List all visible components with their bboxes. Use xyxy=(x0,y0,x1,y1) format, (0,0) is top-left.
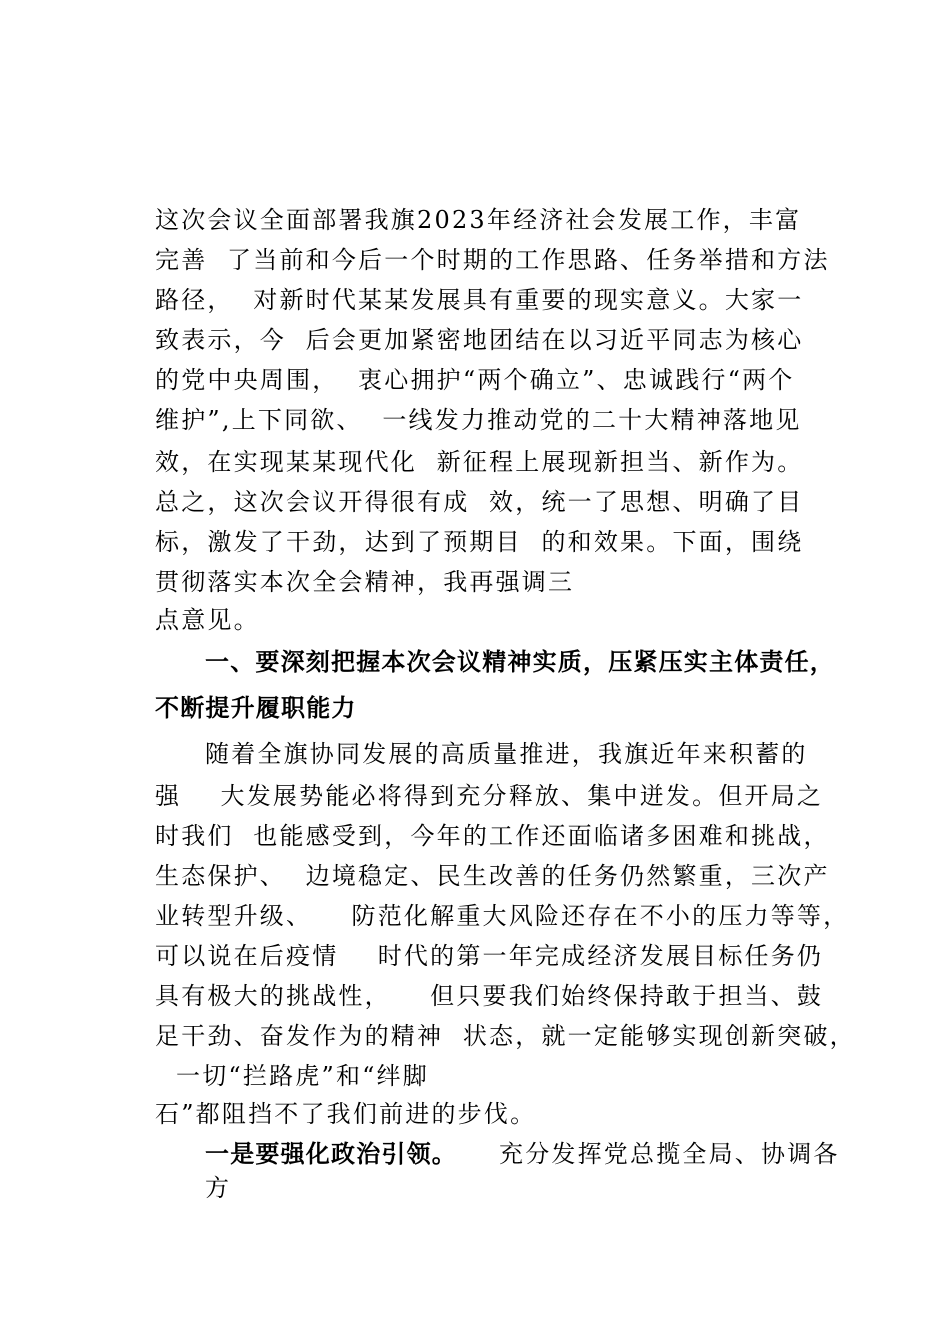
point-1-text: 充分发挥党总揽全局、协调各 xyxy=(499,1140,840,1168)
point-1-line-2: 方 xyxy=(205,1174,232,1202)
body-line-7: 具有极大的挑战性， 但只要我们始终保持敢于担当、鼓 xyxy=(155,982,824,1010)
body-line-6: 可以说在后疫情 时代的第一年完成经济发展目标任务仍 xyxy=(155,942,824,970)
body-line-3: 时我们 也能感受到，今年的工作还面临诸多困难和挑战， xyxy=(155,822,830,850)
intro-line-8: 总之，这次会议开得很有成 效，统一了思想、明确了目 xyxy=(155,488,804,516)
intro-line-3: 路径， 对新时代某某发展具有重要的现实意义。大家一 xyxy=(155,286,804,314)
point-1-lead: 一是要强化政治引领。 xyxy=(205,1139,457,1168)
intro-line-5: 的党中央周围， 衷心拥护“两个确立”、忠诚践行“两个 xyxy=(155,366,795,394)
point-1-line-1 xyxy=(205,1138,840,1170)
body-line-1: 随着全旗协同发展的高质量推进，我旗近年来积蓄的 xyxy=(205,740,808,768)
intro-line-4: 致表示，今 后会更加紧密地团结在以习近平同志为核心 xyxy=(155,326,804,354)
heading-1-line-1: 一、要深刻把握本次会议精神实质，压紧压实主体责任， xyxy=(205,647,835,676)
intro-line-7: 效，在实现某某现代化 新征程上展现新担当、新作为。 xyxy=(155,448,804,476)
intro-line-6: 维护”,上下同欲、 一线发力推动党的二十大精神落地见 xyxy=(155,406,802,434)
body-line-4: 生态保护、 边境稳定、民生改善的任务仍然繁重，三次产 xyxy=(155,862,830,890)
intro-line-10: 贯彻落实本次全会精神，我再强调三 xyxy=(155,568,575,596)
body-line-5: 业转型升级、 防范化解重大风险还存在不小的压力等等， xyxy=(155,902,850,930)
body-line-9: 一切“拦路虎”和“绊脚 xyxy=(176,1062,430,1090)
body-line-10: 石”都阻挡不了我们前进的步伐。 xyxy=(155,1100,537,1128)
intro-line-9: 标，激发了干劲，达到了预期目 的和效果。下面，围绕 xyxy=(155,528,804,556)
intro-line-2: 完善 了当前和今后一个时期的工作思路、任务举措和方法 xyxy=(155,246,830,274)
body-line-2: 强 大发展势能必将得到充分释放、集中迸发。但开局之 xyxy=(155,782,824,810)
intro-line-1: 这次会议全面部署我旗2023年经济社会发展工作，丰富 xyxy=(155,206,802,234)
heading-1-line-2: 不断提升履职能力 xyxy=(155,693,357,722)
body-line-8: 足干劲、奋发作为的精神 状态，就一定能够实现创新突破， xyxy=(155,1022,856,1050)
intro-line-11: 点意见。 xyxy=(155,606,260,634)
